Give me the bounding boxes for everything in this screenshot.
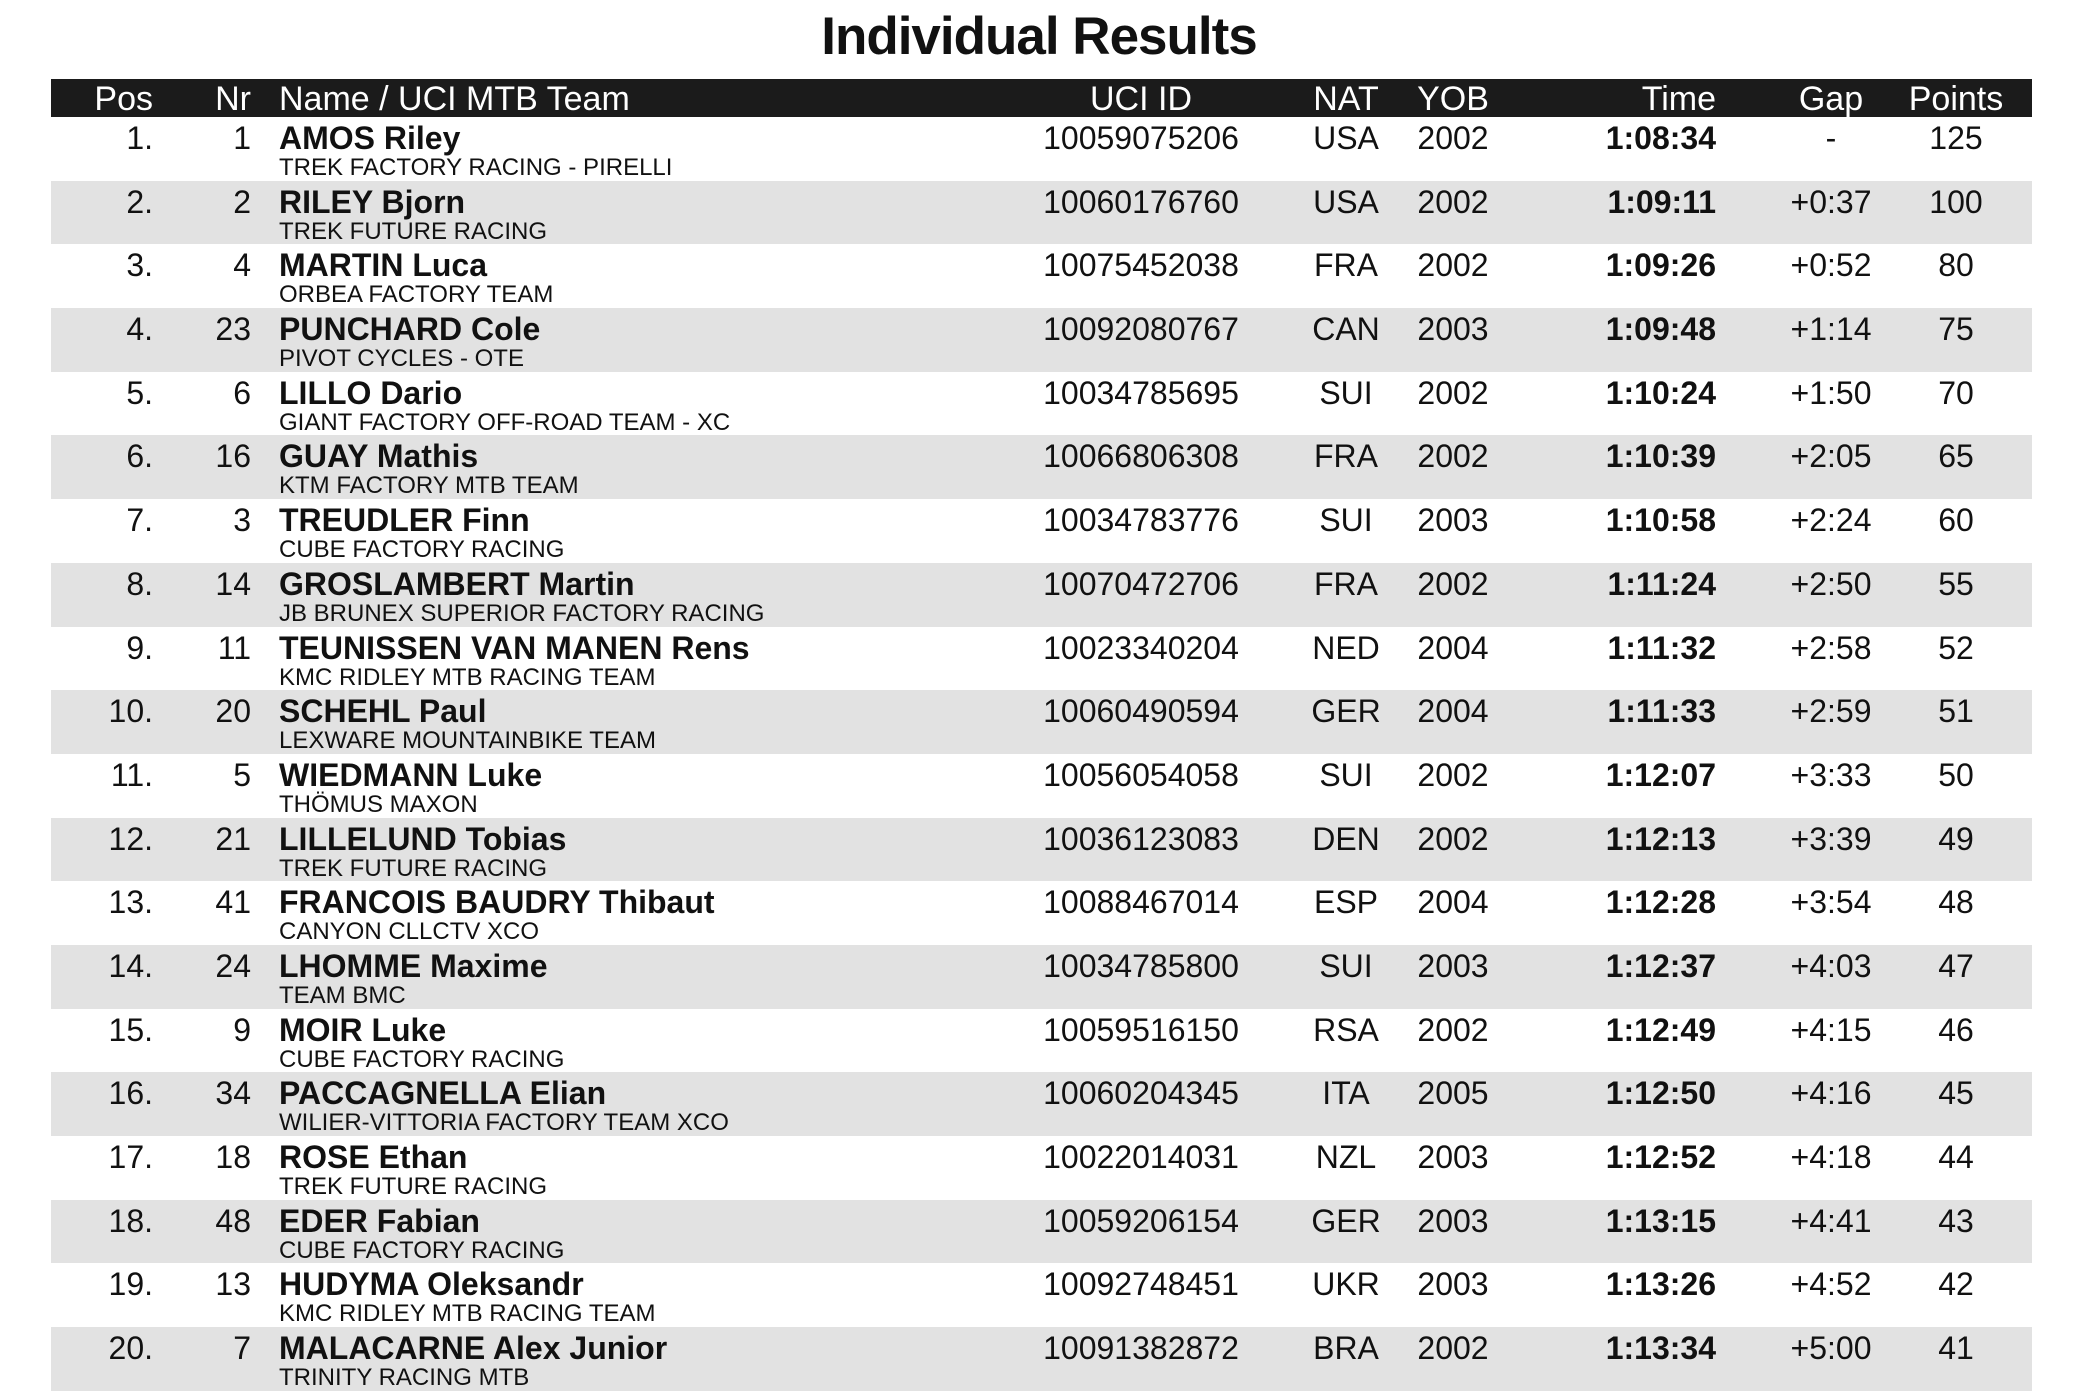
row-gap: -: [1825, 120, 1837, 156]
page-title: Individual Results: [821, 7, 1257, 66]
table-row: [51, 117, 2032, 181]
row-time: 1:12:52: [1605, 1139, 1716, 1175]
table-body: [51, 117, 2032, 1391]
row-time: 1:12:13: [1605, 820, 1716, 857]
row-time: 1:11:33: [1607, 693, 1716, 730]
rider-name: ROSE Ethan: [279, 1139, 468, 1175]
row-gap: +4:41: [1790, 1202, 1872, 1239]
table-row: [51, 754, 2032, 818]
row-uci-id: 10034783776: [1043, 502, 1239, 539]
row-pos: 3.: [126, 247, 153, 284]
row-uci-id: 10059516150: [1043, 1011, 1239, 1048]
row-pos: 2.: [126, 183, 153, 220]
row-uci-id: 10092748451: [1043, 1266, 1239, 1303]
row-bib-number: 2: [233, 183, 251, 220]
row-nationality: NZL: [1315, 1139, 1377, 1175]
rider-name: GROSLAMBERT Martin: [279, 565, 635, 602]
row-time: 1:12:28: [1605, 884, 1716, 921]
row-pos: 13.: [108, 884, 153, 921]
row-nationality: DEN: [1312, 820, 1380, 857]
row-pos: 7.: [126, 502, 153, 539]
row-bib-number: 3: [233, 502, 251, 539]
rider-name: MALACARNE Alex Junior: [279, 1330, 668, 1367]
rider-team: CUBE FACTORY RACING: [279, 1045, 565, 1073]
header-yob: YOB: [1417, 80, 1489, 118]
rider-name: AMOS Riley: [279, 120, 461, 156]
row-nationality: UKR: [1312, 1266, 1380, 1303]
row-year-of-birth: 2005: [1417, 1075, 1489, 1112]
row-gap: +2:59: [1790, 693, 1872, 730]
row-bib-number: 1: [233, 120, 251, 156]
row-year-of-birth: 2002: [1417, 1330, 1489, 1367]
row-year-of-birth: 2003: [1417, 311, 1489, 348]
row-nationality: ESP: [1313, 884, 1379, 921]
rider-team: ORBEA FACTORY TEAM: [279, 281, 554, 309]
rider-name: LILLO Dario: [279, 374, 463, 411]
row-gap: +2:05: [1790, 438, 1872, 475]
row-time: 1:10:24: [1605, 374, 1716, 411]
rider-team: THÖMUS MAXON: [279, 790, 478, 818]
header-nat: NAT: [1313, 80, 1379, 118]
rider-name: TREUDLER Finn: [279, 502, 530, 539]
row-bib-number: 21: [215, 820, 251, 857]
row-bib-number: 48: [215, 1202, 251, 1239]
row-year-of-birth: 2002: [1417, 120, 1489, 156]
rider-name: GUAY Mathis: [279, 438, 479, 475]
row-points: 60: [1938, 502, 1974, 539]
row-time: 1:12:50: [1605, 1075, 1716, 1112]
row-uci-id: 10060204345: [1043, 1075, 1239, 1112]
row-nationality: USA: [1313, 183, 1379, 220]
table-row: [51, 435, 2032, 499]
rider-team: KMC RIDLEY MTB RACING TEAM: [279, 1300, 656, 1328]
row-uci-id: 10023340204: [1043, 629, 1239, 666]
row-pos: 12.: [108, 820, 153, 857]
row-year-of-birth: 2004: [1417, 884, 1489, 921]
row-pos: 10.: [108, 693, 153, 730]
row-bib-number: 14: [215, 565, 251, 602]
row-year-of-birth: 2002: [1417, 756, 1489, 793]
row-bib-number: 9: [233, 1011, 251, 1048]
row-year-of-birth: 2002: [1417, 438, 1489, 475]
row-uci-id: 10022014031: [1043, 1139, 1239, 1175]
table-row: [51, 1263, 2032, 1327]
table-row: [51, 308, 2032, 372]
row-uci-id: 10056054058: [1043, 756, 1239, 793]
row-year-of-birth: 2003: [1417, 502, 1489, 539]
row-points: 70: [1938, 374, 1974, 411]
row-uci-id: 10088467014: [1043, 884, 1239, 921]
row-points: 43: [1938, 1202, 1974, 1239]
row-gap: +4:03: [1790, 947, 1872, 984]
rider-name: PACCAGNELLA Elian: [279, 1075, 607, 1112]
row-uci-id: 10060490594: [1043, 693, 1239, 730]
row-uci-id: 10059206154: [1043, 1202, 1239, 1239]
rider-team: TREK FUTURE RACING: [279, 1173, 548, 1200]
row-time: 1:10:39: [1605, 438, 1716, 475]
row-time: 1:12:37: [1605, 947, 1716, 984]
header-points: Points: [1908, 80, 2004, 118]
row-time: 1:12:07: [1605, 756, 1716, 793]
table-row: [51, 881, 2032, 945]
row-points: 46: [1938, 1011, 1974, 1048]
row-uci-id: 10036123083: [1043, 820, 1239, 857]
rider-name: WIEDMANN Luke: [279, 756, 543, 793]
row-pos: 9.: [126, 629, 153, 666]
row-points: 49: [1938, 820, 1974, 857]
table-row: [51, 818, 2032, 882]
rider-name: LHOMME Maxime: [279, 947, 548, 984]
row-gap: +1:50: [1790, 374, 1872, 411]
row-points: 45: [1938, 1075, 1974, 1112]
row-uci-id: 10066806308: [1043, 438, 1239, 475]
row-gap: +0:37: [1790, 183, 1872, 220]
row-nationality: GER: [1311, 1202, 1381, 1239]
table-row: [51, 499, 2032, 563]
row-points: 44: [1938, 1139, 1974, 1175]
row-bib-number: 34: [215, 1075, 251, 1112]
rider-team: PIVOT CYCLES - OTE: [279, 345, 524, 373]
row-bib-number: 5: [233, 756, 251, 793]
rider-name: LILLELUND Tobias: [279, 820, 567, 857]
rider-team: JB BRUNEX SUPERIOR FACTORY RACING: [279, 599, 765, 627]
rider-name: TEUNISSEN VAN MANEN Rens: [279, 629, 750, 666]
row-gap: +2:58: [1790, 629, 1872, 666]
row-pos: 5.: [126, 374, 153, 411]
row-bib-number: 24: [215, 947, 251, 984]
row-bib-number: 16: [215, 438, 251, 475]
row-pos: 14.: [108, 947, 153, 984]
row-time: 1:09:11: [1607, 183, 1716, 220]
header-name: Name / UCI MTB Team: [279, 80, 630, 118]
rider-name: PUNCHARD Cole: [279, 311, 541, 348]
row-gap: +0:52: [1790, 247, 1872, 284]
row-gap: +2:50: [1790, 565, 1872, 602]
row-points: 80: [1938, 247, 1974, 284]
row-points: 52: [1938, 629, 1974, 666]
header-uci-id: UCI ID: [1090, 80, 1192, 118]
row-uci-id: 10060176760: [1043, 183, 1239, 220]
table-row: [51, 244, 2032, 308]
rider-name: MOIR Luke: [279, 1011, 447, 1048]
row-nationality: FRA: [1314, 565, 1378, 602]
row-bib-number: 13: [215, 1266, 251, 1303]
row-points: 75: [1938, 311, 1974, 348]
rider-name: SCHEHL Paul: [279, 693, 487, 730]
rider-team: TRINITY RACING MTB: [279, 1364, 530, 1392]
row-nationality: BRA: [1313, 1330, 1379, 1367]
row-nationality: FRA: [1314, 438, 1378, 475]
row-year-of-birth: 2003: [1417, 947, 1489, 984]
row-year-of-birth: 2003: [1417, 1202, 1489, 1239]
row-gap: +1:14: [1790, 311, 1872, 348]
row-time: 1:13:15: [1605, 1202, 1716, 1239]
row-year-of-birth: 2002: [1417, 1011, 1489, 1048]
rider-team: KTM FACTORY MTB TEAM: [279, 472, 579, 500]
row-year-of-birth: 2002: [1417, 820, 1489, 857]
row-bib-number: 23: [215, 311, 251, 348]
row-gap: +5:00: [1790, 1330, 1872, 1367]
header-pos: Pos: [94, 80, 153, 118]
table-row: [51, 181, 2032, 245]
row-nationality: FRA: [1314, 247, 1378, 284]
row-time: 1:08:34: [1605, 120, 1716, 156]
row-year-of-birth: 2004: [1417, 693, 1489, 730]
rider-team: WILIER-VITTORIA FACTORY TEAM XCO: [279, 1109, 729, 1137]
row-points: 47: [1938, 947, 1974, 984]
row-nationality: SUI: [1319, 756, 1373, 793]
row-year-of-birth: 2003: [1417, 1139, 1489, 1175]
table-row: [51, 1136, 2032, 1200]
row-points: 65: [1938, 438, 1974, 475]
row-points: 55: [1938, 565, 1974, 602]
row-time: 1:10:58: [1605, 502, 1716, 539]
rider-team: KMC RIDLEY MTB RACING TEAM: [279, 663, 656, 691]
header-nr: Nr: [215, 80, 251, 118]
table-row: [51, 1009, 2032, 1073]
row-gap: +3:33: [1790, 756, 1872, 793]
row-bib-number: 6: [233, 374, 251, 411]
row-points: 51: [1938, 693, 1974, 730]
row-points: 48: [1938, 884, 1974, 921]
results-table: [51, 79, 2032, 1391]
row-time: 1:13:34: [1605, 1330, 1716, 1367]
row-gap: +3:39: [1790, 820, 1872, 857]
row-gap: +4:16: [1790, 1075, 1872, 1112]
row-uci-id: 10092080767: [1043, 311, 1239, 348]
row-points: 100: [1929, 183, 1983, 220]
row-points: 42: [1938, 1266, 1974, 1303]
row-nationality: SUI: [1319, 374, 1373, 411]
header-time: Time: [1641, 80, 1716, 118]
row-pos: 17.: [108, 1139, 153, 1175]
row-time: 1:11:32: [1607, 629, 1716, 666]
row-nationality: CAN: [1312, 311, 1380, 348]
row-pos: 11.: [110, 756, 153, 793]
row-uci-id: 10070472706: [1043, 565, 1239, 602]
row-pos: 20.: [108, 1330, 153, 1367]
table-row: [51, 627, 2032, 691]
rider-team: CUBE FACTORY RACING: [279, 1236, 565, 1264]
row-nationality: GER: [1311, 693, 1381, 730]
row-gap: +2:24: [1790, 502, 1872, 539]
row-year-of-birth: 2002: [1417, 374, 1489, 411]
row-nationality: RSA: [1313, 1011, 1379, 1048]
row-pos: 19.: [108, 1266, 153, 1303]
table-header: [51, 79, 2032, 117]
row-nationality: SUI: [1319, 947, 1373, 984]
table-row: [51, 945, 2032, 1009]
rider-team: GIANT FACTORY OFF-ROAD TEAM - XC: [279, 408, 731, 436]
row-time: 1:13:26: [1605, 1266, 1716, 1303]
row-pos: 15.: [108, 1011, 153, 1048]
row-time: 1:09:48: [1605, 311, 1716, 348]
row-pos: 16.: [108, 1075, 153, 1112]
row-year-of-birth: 2002: [1417, 183, 1489, 220]
row-pos: 1.: [126, 120, 153, 156]
row-uci-id: 10075452038: [1043, 247, 1239, 284]
rider-team: TREK FUTURE RACING: [279, 217, 548, 245]
row-time: 1:09:26: [1605, 247, 1716, 284]
row-nationality: NED: [1312, 629, 1380, 666]
row-points: 41: [1938, 1330, 1974, 1367]
row-uci-id: 10091382872: [1043, 1330, 1239, 1367]
row-pos: 4.: [126, 311, 153, 348]
row-year-of-birth: 2004: [1417, 629, 1489, 666]
row-time: 1:12:49: [1605, 1011, 1716, 1048]
row-year-of-birth: 2002: [1417, 565, 1489, 602]
table-row: [51, 1072, 2032, 1136]
row-nationality: USA: [1313, 120, 1379, 156]
row-bib-number: 18: [215, 1139, 251, 1175]
rider-name: RILEY Bjorn: [279, 183, 466, 220]
row-gap: +4:52: [1790, 1266, 1872, 1303]
rider-name: HUDYMA Oleksandr: [279, 1266, 584, 1303]
row-pos: 18.: [108, 1202, 153, 1239]
row-pos: 8.: [126, 565, 153, 602]
row-points: 50: [1938, 756, 1974, 793]
rider-team: TREK FACTORY RACING - PIRELLI: [279, 154, 673, 181]
row-nationality: ITA: [1322, 1075, 1370, 1112]
table-row: [51, 372, 2032, 436]
rider-team: LEXWARE MOUNTAINBIKE TEAM: [279, 727, 656, 755]
row-gap: +4:15: [1790, 1011, 1872, 1048]
table-row: [51, 1200, 2032, 1264]
table-row: [51, 563, 2032, 627]
row-gap: +4:18: [1790, 1139, 1872, 1175]
row-uci-id: 10034785695: [1043, 374, 1239, 411]
header-gap: Gap: [1798, 80, 1864, 118]
rider-name: FRANCOIS BAUDRY Thibaut: [279, 884, 715, 921]
rider-name: MARTIN Luca: [279, 247, 487, 284]
table-row: [51, 1327, 2032, 1391]
rider-name: EDER Fabian: [279, 1202, 480, 1239]
rider-team: TREK FUTURE RACING: [279, 854, 548, 882]
row-nationality: SUI: [1319, 502, 1373, 539]
row-bib-number: 11: [217, 629, 251, 666]
row-bib-number: 20: [215, 693, 251, 730]
row-year-of-birth: 2003: [1417, 1266, 1489, 1303]
row-bib-number: 7: [233, 1330, 251, 1367]
row-bib-number: 4: [233, 247, 251, 284]
row-uci-id: 10034785800: [1043, 947, 1239, 984]
table-row: [51, 690, 2032, 754]
row-bib-number: 41: [215, 884, 251, 921]
row-gap: +3:54: [1790, 884, 1872, 921]
row-pos: 6.: [126, 438, 153, 475]
rider-team: CANYON CLLCTV XCO: [279, 918, 540, 946]
row-uci-id: 10059075206: [1043, 120, 1239, 156]
rider-team: TEAM BMC: [279, 981, 406, 1009]
row-points: 125: [1929, 120, 1983, 156]
row-time: 1:11:24: [1607, 565, 1716, 602]
row-year-of-birth: 2002: [1417, 247, 1489, 284]
rider-team: CUBE FACTORY RACING: [279, 536, 565, 564]
